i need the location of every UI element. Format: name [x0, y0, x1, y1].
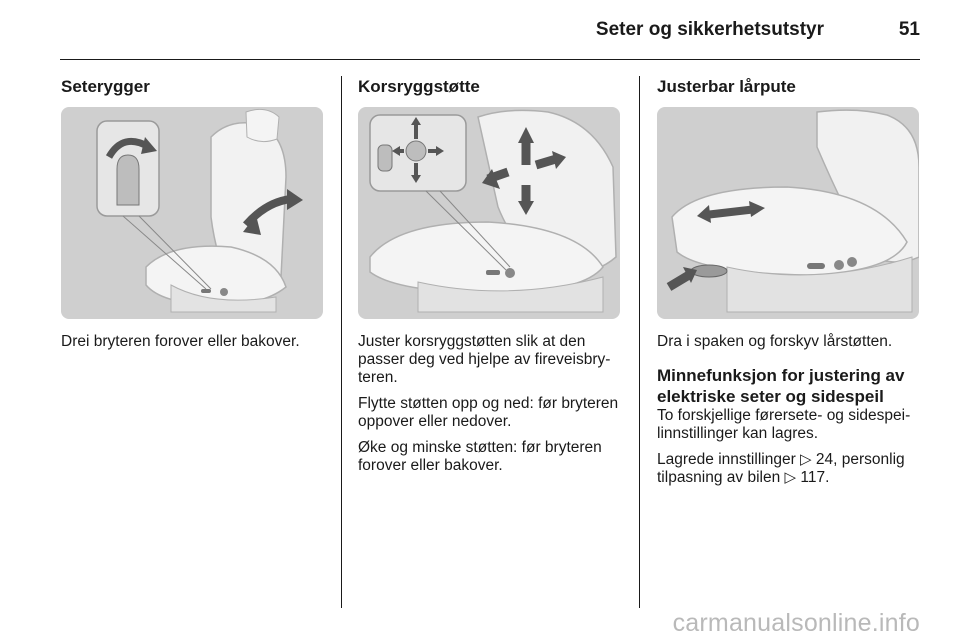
body-larpute — [657, 333, 922, 495]
column-seterygger — [61, 76, 327, 98]
paragraph-3: Øke og minske støtten: før bryteren forover eller bakover. — [358, 439, 602, 474]
reference-arrow-icon: ▷ — [784, 469, 797, 486]
header-rule — [60, 59, 920, 60]
caption-seterygger: Drei bryteren forover eller bakover. — [61, 333, 300, 350]
page-number: 51 — [898, 19, 920, 40]
column-justerbar-larpute — [657, 76, 920, 98]
body-korsryggstotte — [358, 333, 628, 483]
page-ref-link[interactable]: 24, personlig tilpasning av bilen — [657, 451, 905, 486]
paragraph-1: Juster korsryggstøtten slik at den passer deg ved hjelpe av fireveisbry-teren. — [358, 333, 611, 386]
section-heading-seterygger: Seterygger — [61, 77, 150, 96]
column-divider-1 — [341, 76, 342, 608]
reference-arrow-icon: ▷ — [800, 451, 812, 468]
paragraph-minne-1: To forskjellige førersete- og sidespei-linnstillinger kan lagres. — [657, 407, 911, 442]
thigh-support-illustration — [657, 107, 919, 319]
column-divider-2 — [639, 76, 640, 608]
page-ref-link[interactable]: 117. — [800, 469, 830, 486]
caption-larpute: Dra i spaken og forskyv lårstøtten. — [657, 333, 893, 350]
subheading-minnefunksjon: Minnefunksjon for justering av elektriske seter og sidespeil — [657, 366, 905, 406]
seatback-adjust-illustration — [61, 107, 323, 319]
paragraph-2: Flytte støtten opp og ned: før bryteren oppover eller nedover. — [358, 395, 619, 430]
lumbar-support-illustration — [358, 107, 620, 319]
watermark: carmanualsonline.info — [672, 609, 920, 637]
column-korsryggstotte — [358, 76, 628, 98]
section-heading-larpute: Justerbar lårpute — [657, 77, 796, 96]
page-header-title: Seter og sikkerhetsutstyr — [595, 19, 824, 40]
section-heading-korsryggstotte: Korsryggstøtte — [358, 77, 480, 96]
paragraph-minne-2: Lagrede innstillinger ▷ 24, personlig tilpasning av bilen ▷ 117. — [657, 451, 905, 486]
